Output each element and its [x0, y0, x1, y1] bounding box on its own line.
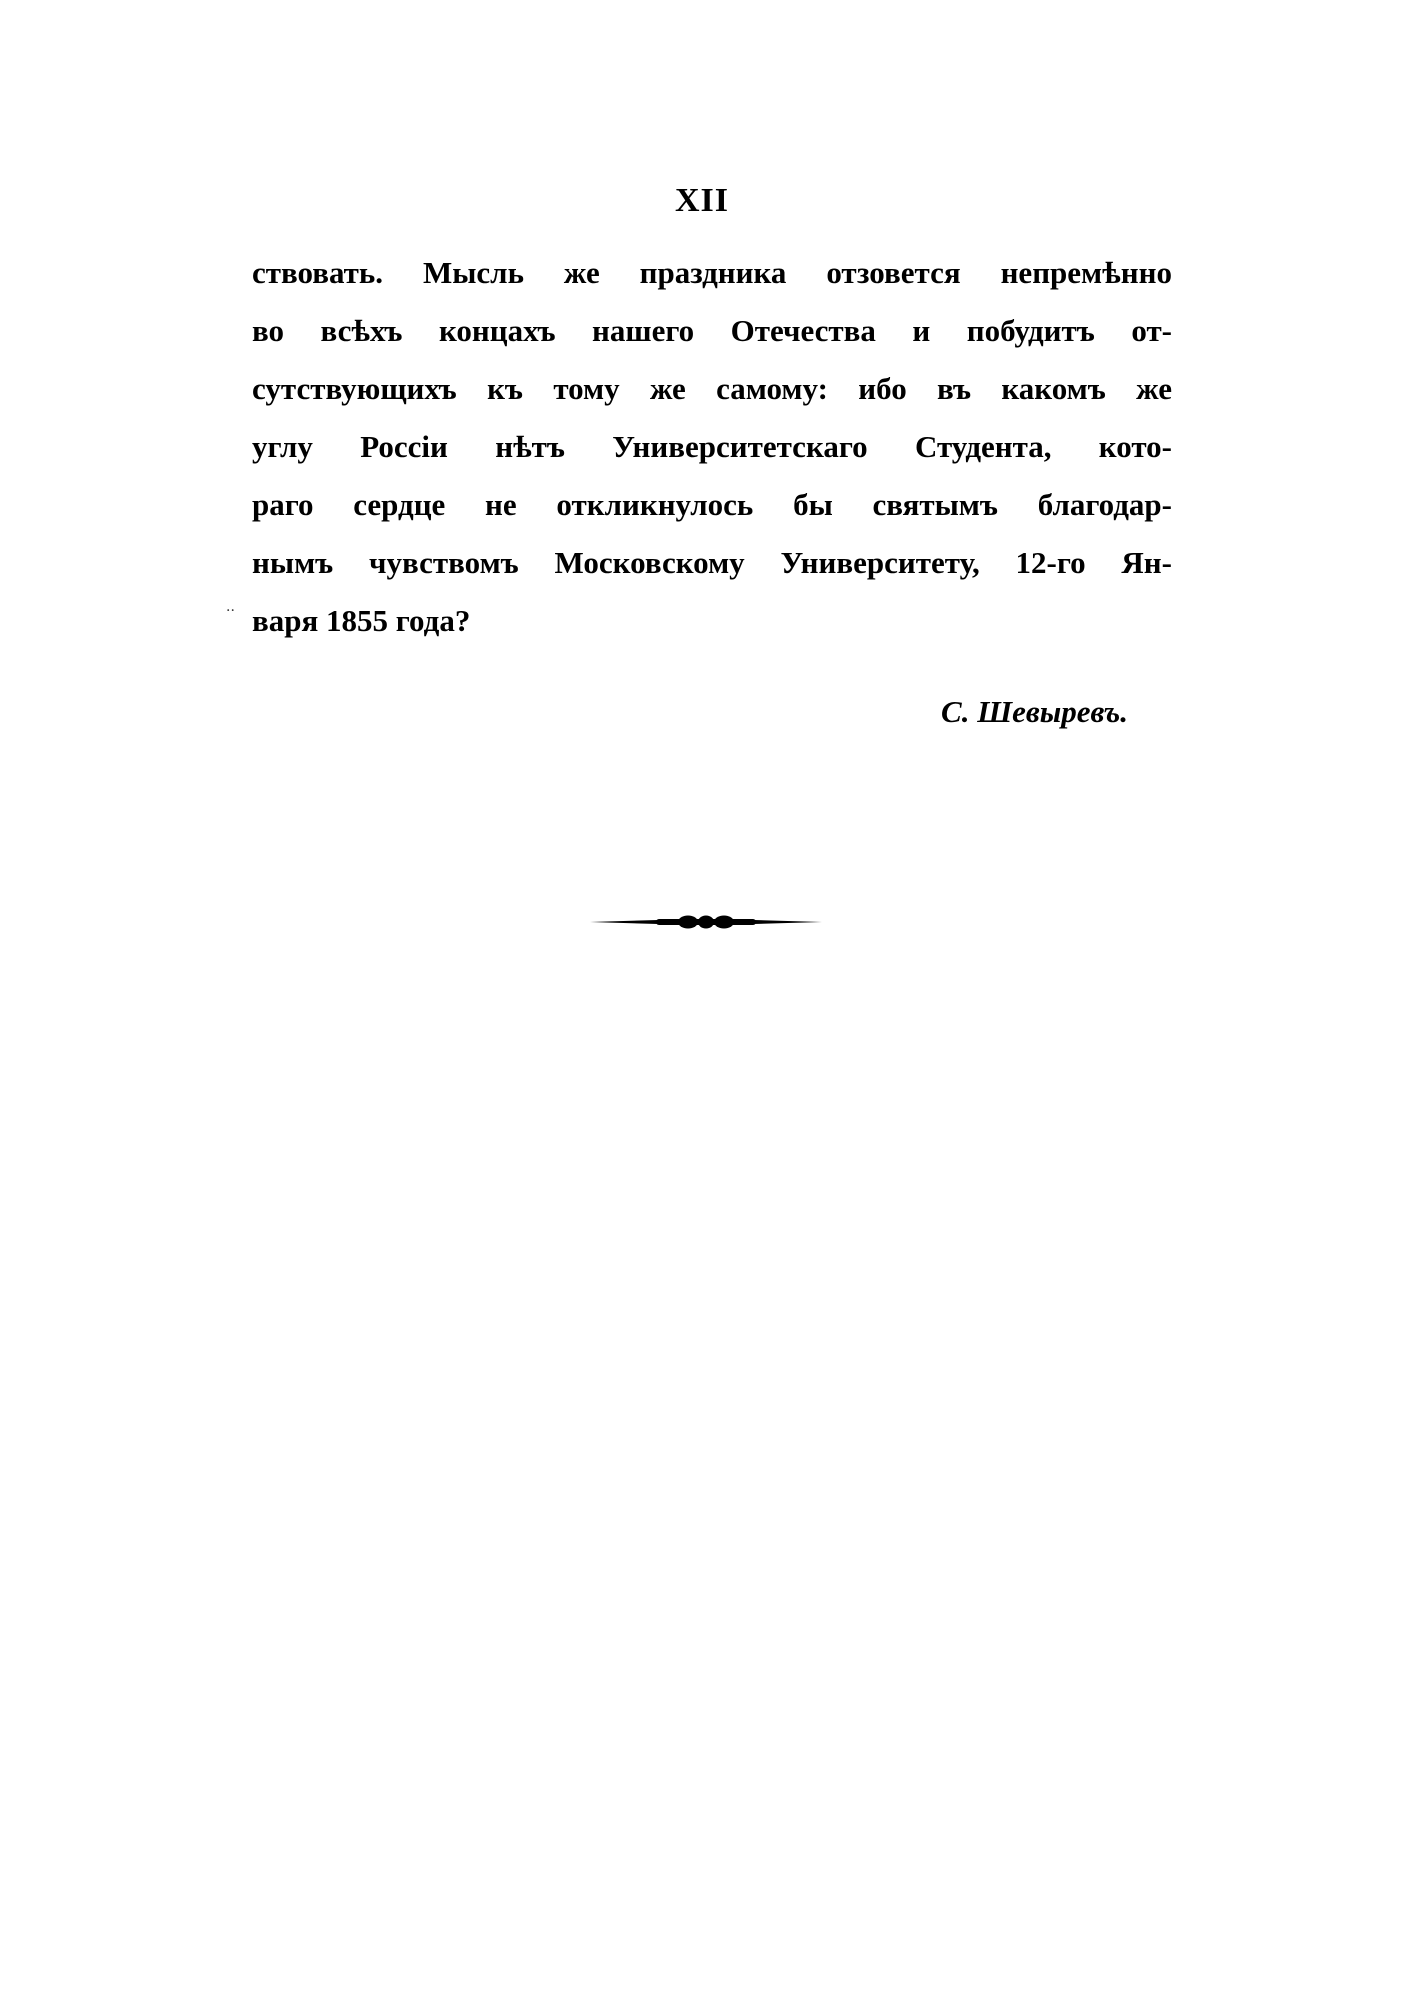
text-line: сутствующихъ къ тому же самому: ибо въ какомъ же — [252, 371, 1172, 406]
text-line: раго сердце не откликнулось бы святымъ благодар- — [252, 487, 1172, 522]
page-number: XII — [674, 182, 730, 219]
text-line: ствовать. Мысль же праздника отзовется непремѣнно — [252, 255, 1172, 290]
text-line: варя 1855 года? — [252, 603, 471, 638]
ornament-right-taper — [754, 920, 822, 924]
ornament-bead-right — [714, 916, 734, 929]
margin-speck: ·· — [226, 603, 235, 619]
ornament-bead-left — [678, 916, 698, 929]
text-line: во всѣхъ концахъ нашего Отечества и побудитъ от- — [252, 313, 1172, 348]
text-line: нымъ чувствомъ Московскому Университету, 12-го Ян- — [252, 545, 1172, 580]
ornament-left-taper — [590, 920, 658, 924]
author-signature: С. Шевыревъ. — [941, 694, 1128, 729]
text-line: углу Россіи нѣтъ Университетскаго Студента, кото- — [252, 429, 1172, 464]
ornament-bead-center — [698, 916, 714, 929]
ornament-rule-icon — [590, 912, 822, 932]
body-text — [252, 244, 1172, 650]
